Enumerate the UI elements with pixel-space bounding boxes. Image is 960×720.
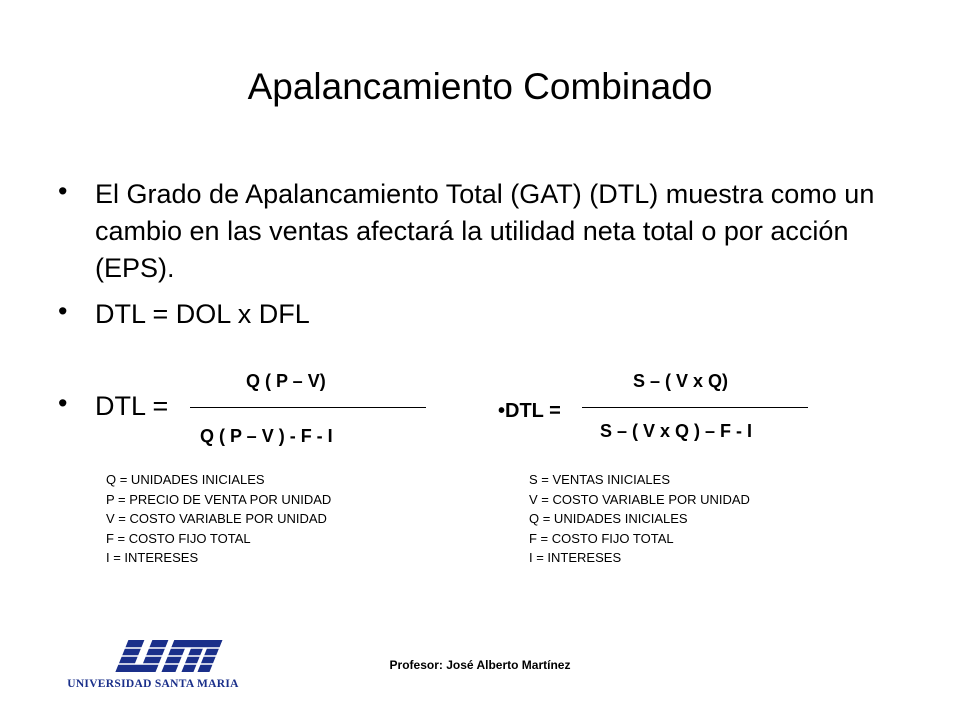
bullet-text-2: DTL = DOL x DFL: [95, 299, 310, 329]
legend-item: V = COSTO VARIABLE POR UNIDAD: [529, 491, 750, 507]
footer-professor: Profesor: José Alberto Martínez: [389, 658, 571, 672]
legend-item: F = COSTO FIJO TOTAL: [106, 530, 251, 546]
slide-title: Apalancamiento Combinado: [247, 66, 713, 107]
legend-right: [529, 470, 750, 568]
legend-item: Q = UNIDADES INICIALES: [106, 472, 265, 487]
bullet-text-1: El Grado de Apalancamiento Total (GAT) (DTL) muestra como un cambio en las ventas afectará la utilidad neta total o por acción (EPS).: [95, 179, 875, 283]
legend-item: I = INTERESES: [529, 550, 622, 565]
formula1-fraction-bar: [190, 407, 426, 408]
university-name: UNIVERSIDAD SANTA MARIA: [67, 678, 239, 690]
formula2-lhs: •DTL =: [498, 400, 561, 422]
formula1-denominator: Q ( P – V ) - F - I: [200, 426, 333, 446]
legend-item: I = INTERESES: [106, 550, 199, 565]
formula1-numerator: Q ( P – V): [246, 371, 326, 391]
legend-item: S = VENTAS INICIALES: [529, 472, 671, 487]
legend-item: F = COSTO FIJO TOTAL: [529, 530, 674, 546]
bullet-marker: •: [58, 388, 68, 418]
legend-item: V = COSTO VARIABLE POR UNIDAD: [106, 511, 327, 526]
formula2-numerator: S – ( V x Q): [633, 371, 729, 391]
formula2-fraction-bar: [582, 407, 808, 408]
legend-item: Q = UNIDADES INICIALES: [529, 511, 688, 526]
formula2-denominator: S – ( V x Q ) – F - I: [600, 421, 753, 441]
bullet-marker: •: [58, 176, 68, 206]
bullet-marker: •: [58, 296, 68, 326]
formula1-lhs: DTL =: [95, 391, 169, 421]
legend-item: P = PRECIO DE VENTA POR UNIDAD: [106, 491, 332, 507]
legend-left: [106, 470, 331, 568]
